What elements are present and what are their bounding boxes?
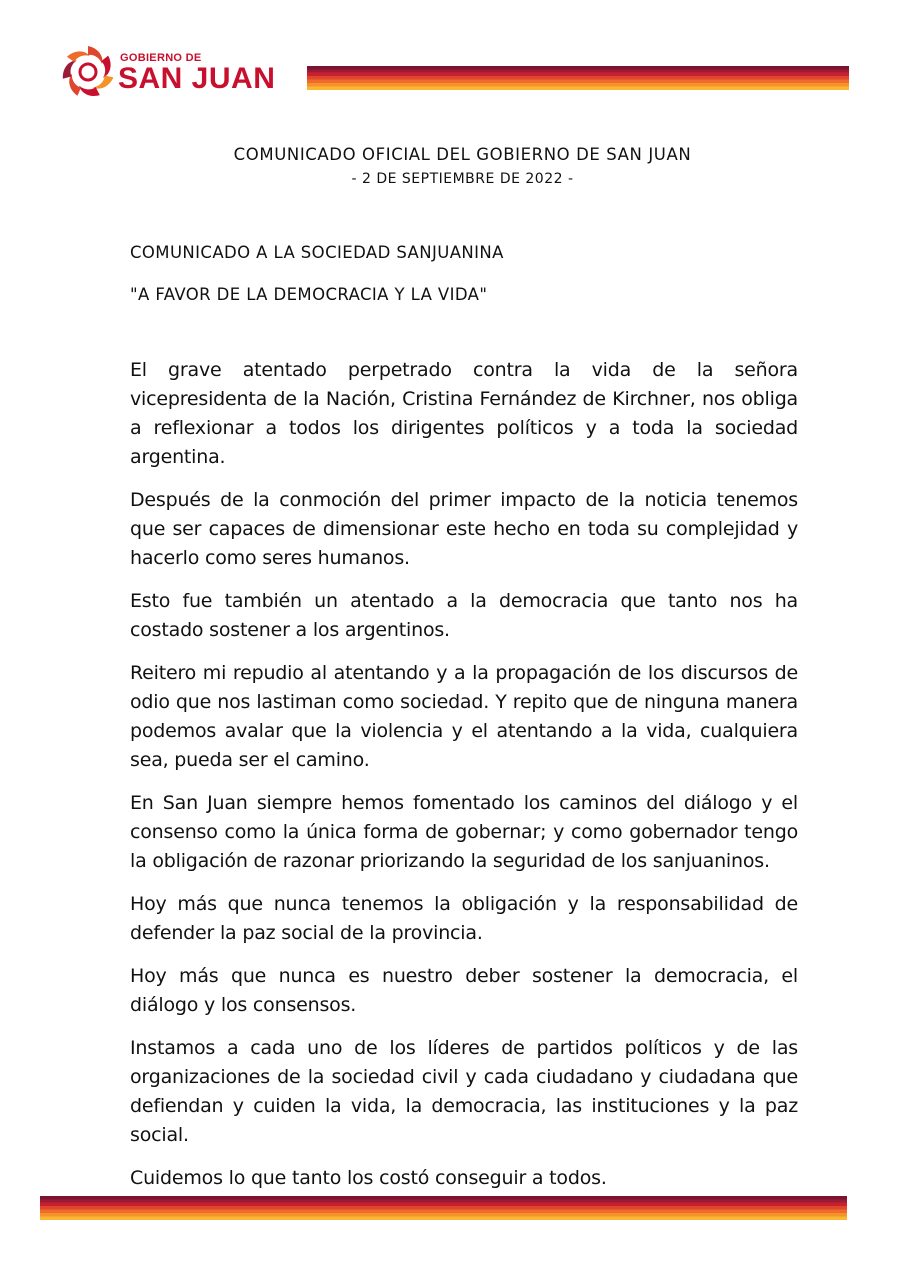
paragraph: En San Juan siempre hemos fomentado los caminos del diálogo y el consenso como la única forma de gobernar; y como gobernador tengo la obligación de razonar priorizando la seguridad de los sanjuaninos. <box>130 792 798 872</box>
sun-emblem-icon <box>60 44 116 100</box>
paragraph: Cuidemos lo que tanto los costó conseguir a todos. <box>130 1167 607 1189</box>
paragraph: Después de la conmoción del primer impacto de la noticia tenemos que ser capaces de dimensionar este hecho en toda su complejidad y hacerlo como seres humanos. <box>130 489 798 569</box>
paragraph: Hoy más que nunca tenemos la obligación y la responsabilidad de defender la paz social de la provincia. <box>130 893 798 944</box>
footer-color-stripe <box>40 1196 847 1220</box>
document-title-block <box>0 143 905 191</box>
document-date: - 2 DE SEPTIEMBRE DE 2022 - <box>351 171 574 187</box>
subtitle-audience: COMUNICADO A LA SOCIEDAD SANJUANINA <box>130 243 504 262</box>
gobierno-san-juan-logo <box>60 44 276 100</box>
logo-small-text: GOBIERNO DE <box>120 52 202 64</box>
paragraph: Esto fue también un atentado a la democracia que tanto nos ha costado sostener a los argentinos. <box>130 590 798 641</box>
statement-body <box>130 356 798 1207</box>
paragraph: Instamos a cada uno de los líderes de partidos políticos y de las organizaciones de la sociedad civil y cada ciudadano y ciudadana que defiendan y cuiden la vida, la democracia, las instituciones y la paz social. <box>130 1037 798 1146</box>
paragraph: Reitero mi repudio al atentando y a la propagación de los discursos de odio que nos lastiman como sociedad. Y repito que de ninguna manera podemos avalar que la violencia y el atentando a la vida, cualquiera sea, pueda ser el camino. <box>130 662 798 771</box>
paragraph: Hoy más que nunca es nuestro deber sostener la democracia, el diálogo y los consensos. <box>130 965 798 1016</box>
header <box>0 0 905 120</box>
logo-big-text: SAN JUAN <box>118 62 276 95</box>
subtitle-motto: "A FAVOR DE LA DEMOCRACIA Y LA VIDA" <box>130 285 488 304</box>
paragraph: El grave atentado perpetrado contra la vida de la señora vicepresidenta de la Nación, Cristina Fernández de Kirchner, nos obliga a reflexionar a todos los dirigentes políticos y a toda la sociedad argentina. <box>130 359 798 468</box>
document-title: COMUNICADO OFICIAL DEL GOBIERNO DE SAN JUAN <box>233 145 692 164</box>
header-color-stripe <box>307 66 849 90</box>
